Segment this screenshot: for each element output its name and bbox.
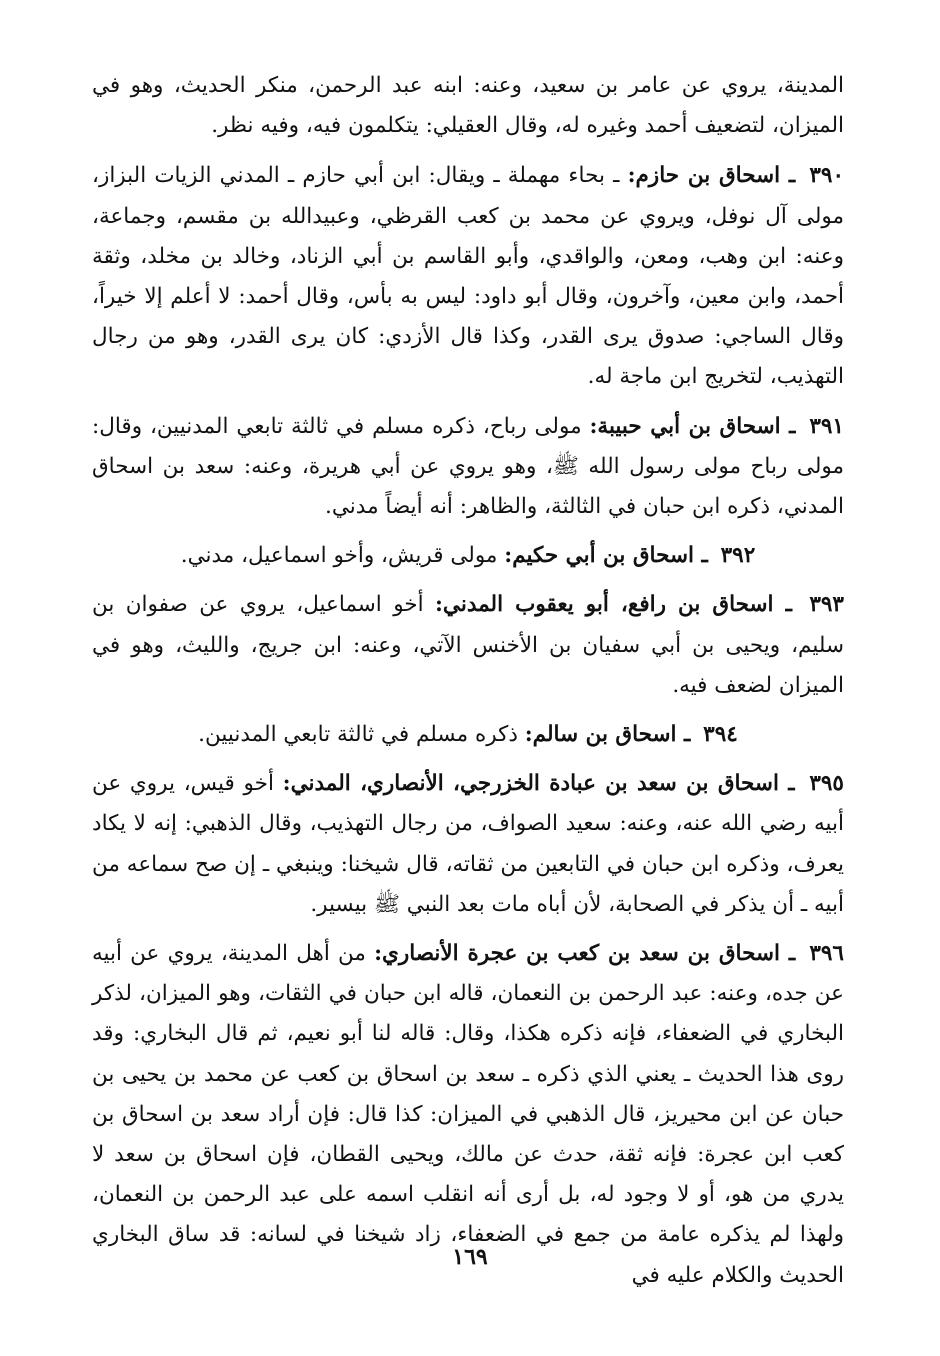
entry-number: ٣٩٦ bbox=[809, 941, 844, 967]
entry-text: مولى قريش، وأخو اسماعيل، مدني. bbox=[180, 543, 498, 569]
entry-name: ـ اسحاق بن أبي حكيم: bbox=[504, 543, 708, 569]
entry-392 bbox=[92, 536, 844, 576]
entry-text: أخو اسماعيل، يروي عن صفوان بن سليم، ويحيى بن أبي سفيان بن الأخنس الآتي، وعنه: ابن جريج، والليث، وهو في الميزان لضعف فيه. bbox=[92, 592, 844, 698]
entry-text: ذكره مسلم في ثالثة تابعي المدنيين. bbox=[198, 722, 518, 748]
entry-text: أخو قيس، يروي عن أبيه رضي الله عنه، وعنه: سعيد الصواف، من رجال التهذيب، وقال الذهبي: إنه لا يكاد يعرف، وذكره ابن حبان في التابعين من ثقاته، قال شيخنا: وينبغي ـ إن صح سماعه من أبيه ـ أن يذكر في الصحابة، لأن أباه مات بعد النبي ﷺ بيسير. bbox=[92, 771, 844, 917]
entry-390 bbox=[92, 156, 844, 397]
entry-text: ـ بحاء مهملة ـ ويقال: ابن أبي حازم ـ المدني الزيات البزاز، مولى آل نوفل، ويروي عن محمد بن كعب القرظي، وعبيدالله بن مقسم، وجماعة، وعنه: ابن وهب، ومعن، والواقدي، وأبو القاسم بن أبي الزناد، وخالد بن مخلد، وثقة أحمد، وابن معين، وآخرون، وقال أبو داود: ليس به بأس، وقال أحمد: لا أعلم إلا خيراً، وقال الساجي: صدوق يرى القدر، وكذا قال الأزدي: كان يرى القدر، وهو من رجال التهذيب، لتخريج ابن ماجة له. bbox=[92, 163, 844, 390]
entry-name: ـ اسحاق بن حازم: bbox=[627, 163, 796, 189]
entry-396 bbox=[92, 934, 844, 1296]
entry-text: من أهل المدينة، يروي عن أبيه عن جده، وعنه: عبد الرحمن بن النعمان، قاله ابن حبان في الثقات، وهو الميزان، لذكر البخاري في الضعفاء، فإنه ذكره هكذا، وقال: قاله لنا أبو نعيم، ثم قال البخاري: وقد روى هذا الحديث ـ يعني الذي ذكره ـ سعد بن اسحاق بن كعب عن محمد بن يحيى بن حبان عن ابن محيريز، قال الذهبي في الميزان: كذا قال: فإن أراد سعد بن اسحاق بن كعب ابن عجرة: فإنه ثقة، حدث عن مالك، ويحيى القطان، فإن اسحاق بن سعد لا يدري من هو، أو لا وجود له، بل أرى أنه انقلب اسمه على عبد الرحمن بن النعمان، ولهذا لم يذكره عامة من جمع في الضعفاء، زاد شيخنا في لسانه: قد ساق البخاري الحديث والكلام عليه في bbox=[92, 941, 844, 1288]
entry-name: ـ اسحاق بن سعد بن عبادة الخزرجي، الأنصاري، المدني: bbox=[282, 771, 795, 797]
entry-name: ـ اسحاق بن رافع، أبو يعقوب المدني: bbox=[435, 592, 792, 618]
entry-name: ـ اسحاق بن سعد بن كعب بن عجرة الأنصاري: bbox=[374, 941, 796, 967]
page-body bbox=[92, 66, 844, 1305]
entry-number: ٣٩٠ bbox=[809, 163, 844, 189]
entry-number: ٣٩٤ bbox=[703, 722, 738, 748]
entry-name: ـ اسحاق بن سالم: bbox=[524, 722, 691, 748]
entry-395 bbox=[92, 764, 844, 925]
entry-number: ٣٩١ bbox=[809, 413, 844, 439]
entry-number: ٣٩٣ bbox=[809, 592, 844, 618]
intro-paragraph: المدينة، يروي عن عامر بن سعيد، وعنه: ابنه عبد الرحمن، منكر الحديث، وهو في الميزان، لتضعيف أحمد وغيره له، وقال العقيلي: يتكلمون فيه، وفيه نظر. bbox=[92, 73, 844, 139]
entry-name: ـ اسحاق بن أبي حبيبة: bbox=[589, 413, 796, 439]
entry-number: ٣٩٢ bbox=[720, 543, 756, 569]
entry-number: ٣٩٥ bbox=[809, 771, 844, 797]
entry-text: مولى رباح، ذكره مسلم في ثالثة تابعي المدنيين، وقال: مولى رباح مولى رسول الله ﷺ، وهو يروي عن أبي هريرة، وعنه: سعد بن اسحاق المدني، ذكره ابن حبان في الثالثة، والظاهر: أنه أيضاً مدني. bbox=[92, 413, 844, 520]
entry-393 bbox=[92, 585, 844, 706]
entry-391 bbox=[92, 407, 844, 528]
page-number: ١٦٩ bbox=[452, 1244, 488, 1270]
entry-394 bbox=[92, 715, 844, 755]
